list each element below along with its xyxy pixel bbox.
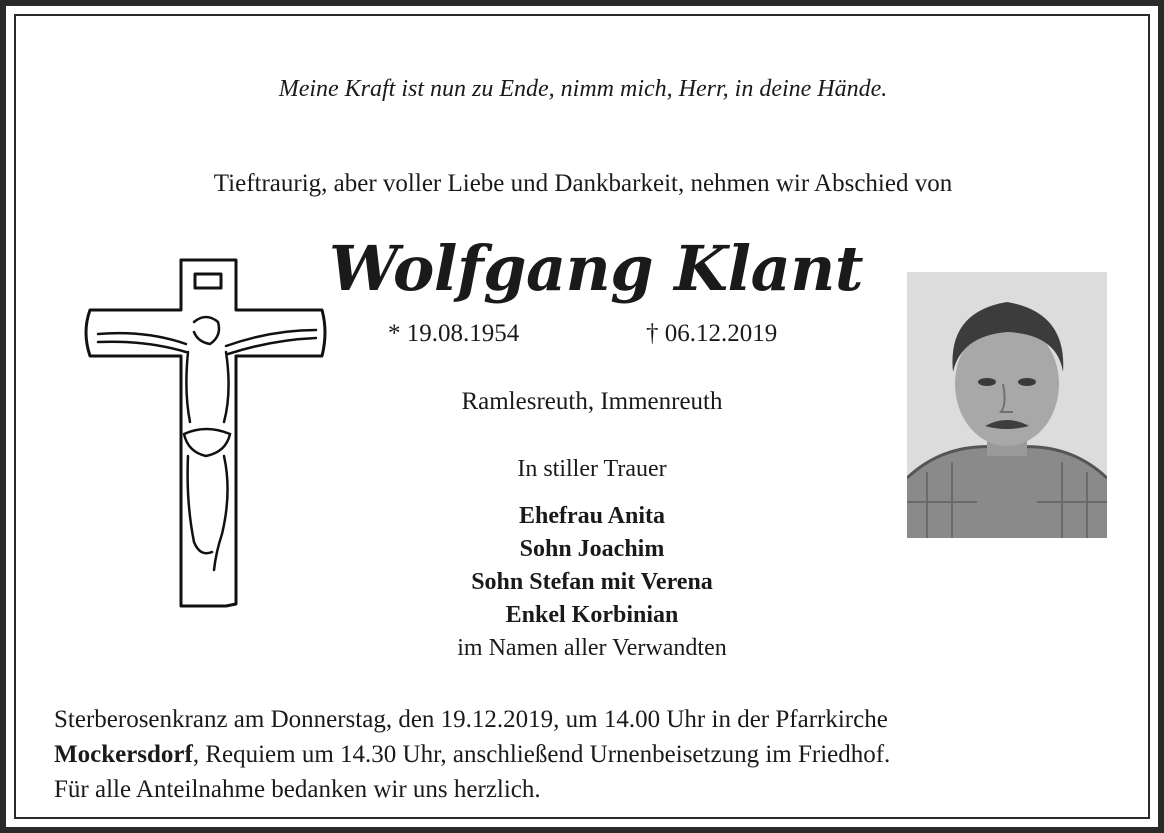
notice-line-3: Für alle Anteilnahme bedanken wir uns herzlich. [54, 776, 541, 803]
mourner: Sohn Joachim [519, 536, 665, 562]
motto: Meine Kraft ist nun zu Ende, nimm mich, Herr, in deine Hände. [278, 76, 888, 102]
inner-frame [14, 14, 1150, 819]
mourners-list [316, 500, 868, 665]
birth-date: * 19.08.1954 [388, 320, 520, 347]
crucifix-icon [76, 252, 338, 612]
mourning-closing: im Namen aller Verwandten [457, 635, 727, 661]
portrait-photo [907, 272, 1107, 538]
notice-line-2-rest: , Requiem um 14.30 Uhr, anschließend Urnenbeisetzung im Friedhof. [192, 741, 891, 768]
mourner: Enkel Korbinian [505, 602, 679, 628]
mourner: Ehefrau Anita [518, 503, 665, 529]
death-date: † 06.12.2019 [646, 320, 778, 347]
notice-line-2 [54, 737, 1134, 772]
mourning-intro: In stiller Trauer [517, 456, 667, 482]
notice-line-1: Sterberosenkranz am Donnerstag, den 19.12.2019, um 14.00 Uhr in der Pfarrkirche [54, 706, 888, 733]
intro-text: Tieftraurig, aber voller Liebe und Dankbarkeit, nehmen wir Abschied von [213, 170, 953, 197]
funeral-notice [54, 702, 1134, 807]
church-location: Mockersdorf [54, 741, 193, 768]
deceased-name: Wolfgang Klant [328, 232, 864, 305]
mourner: Sohn Stefan mit Verena [471, 569, 713, 595]
residence: Ramlesreuth, Immenreuth [461, 388, 723, 415]
